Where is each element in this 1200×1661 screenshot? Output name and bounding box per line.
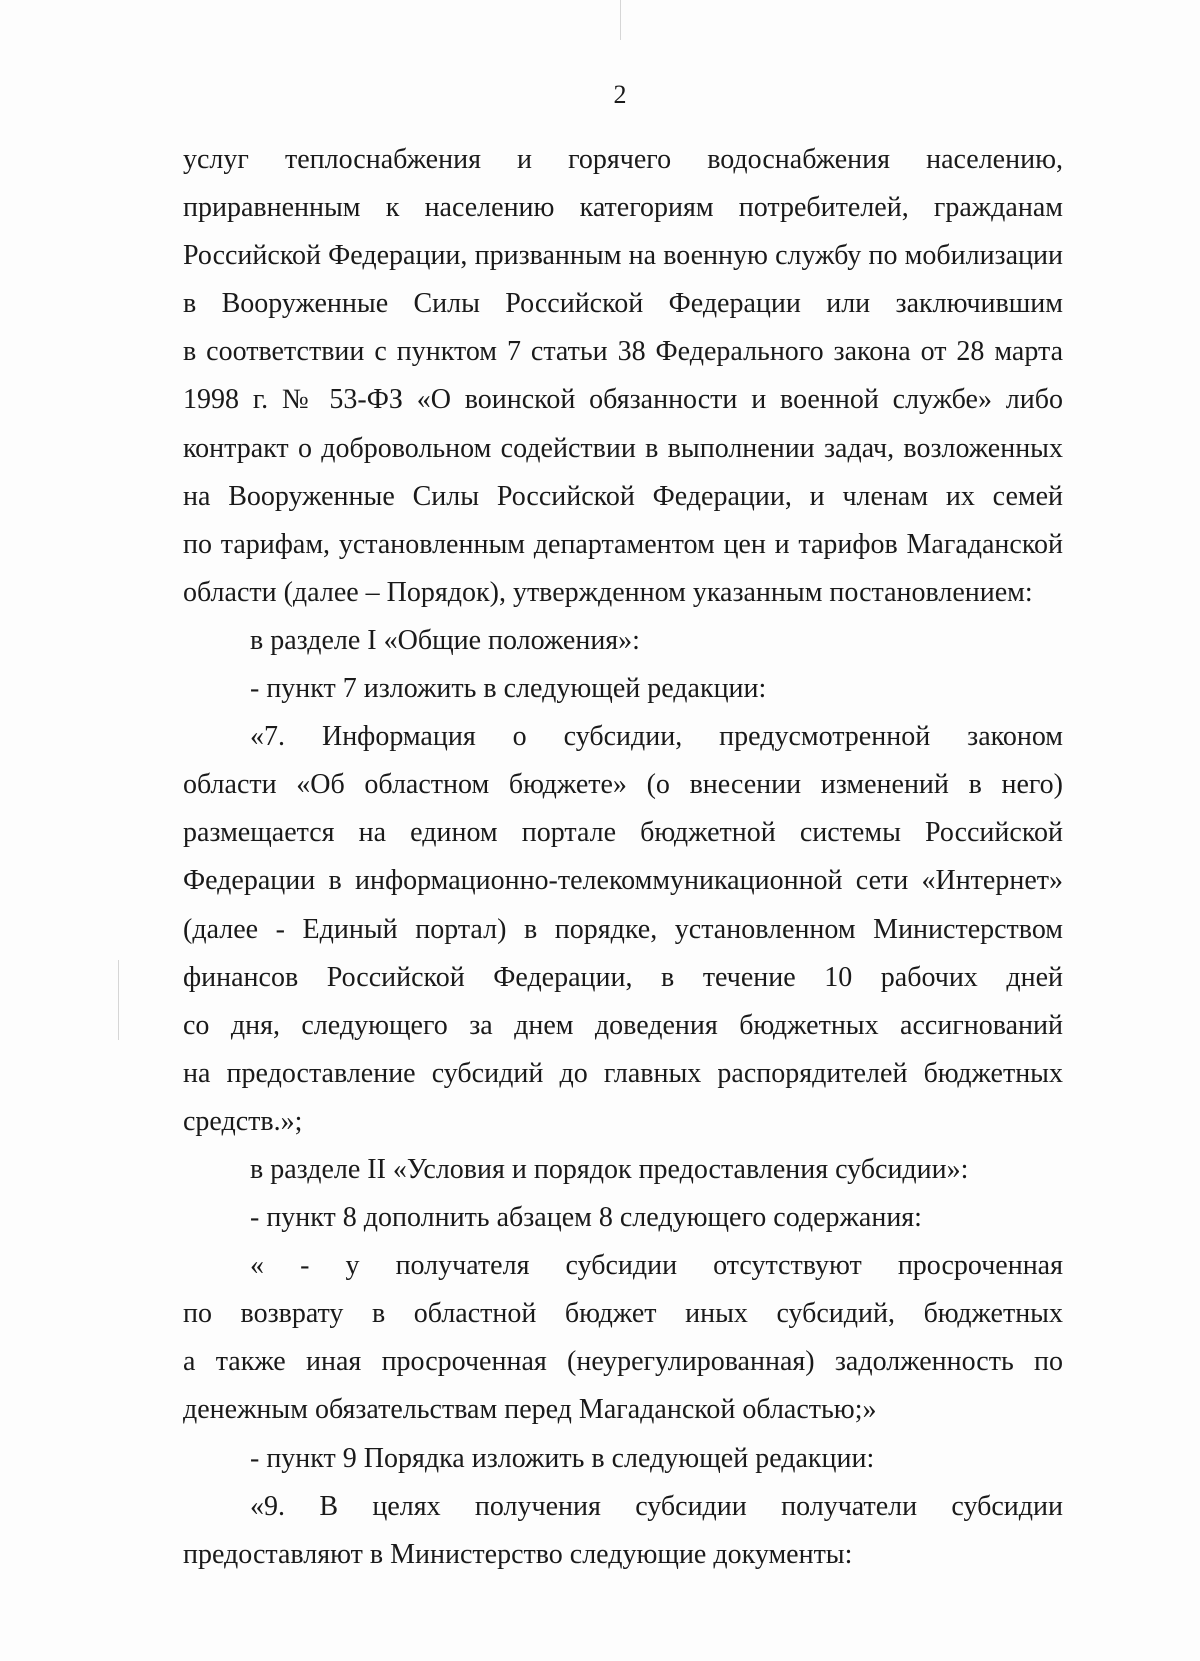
- text-line: « - у получателя субсидии отсутствуют просроченная: [250, 1250, 1063, 1282]
- page-number: 2: [613, 80, 627, 109]
- text-line: а также иная просроченная (неурегулированная) задолженность по: [183, 1346, 1063, 1378]
- text-line: средств.»;: [183, 1105, 303, 1137]
- text-line: в разделе I «Общие положения»:: [250, 624, 640, 656]
- text-line: в соответствии с пунктом 7 статьи 38 Федерального закона от 28 марта: [183, 336, 1063, 368]
- text-line: услуг теплоснабжения и горячего водоснабжения населению,: [183, 144, 1063, 175]
- text-line: в разделе II «Условия и порядок предоставления субсидии»:: [250, 1153, 969, 1185]
- document-body: [183, 136, 1063, 1579]
- text-line: Федерации в информационно-телекоммуникационной сети «Интернет»: [183, 865, 1063, 897]
- text-line: финансов Российской Федерации, в течение 10 рабочих дней: [183, 961, 1063, 993]
- text-line: Российской Федерации, призванным на военную службу по мобилизации: [183, 240, 1063, 272]
- text-line: в Вооруженные Силы Российской Федерации или заключившим: [183, 288, 1063, 320]
- text-line: на Вооруженные Силы Российской Федерации, и членам их семей: [183, 480, 1063, 512]
- text-line: - пункт 8 дополнить абзацем 8 следующего содержания:: [250, 1202, 922, 1234]
- text-line: по тарифам, установленным департаментом цен и тарифов Магаданской: [183, 528, 1063, 560]
- text-line: «9. В целях получения субсидии получатели субсидии: [250, 1490, 1063, 1522]
- text-line: размещается на едином портале бюджетной системы Российской: [183, 817, 1063, 849]
- text-line: на предоставление субсидий до главных распорядителей бюджетных: [183, 1057, 1063, 1089]
- text-line: области (далее – Порядок), утвержденном указанным постановлением:: [183, 576, 1033, 608]
- scan-edge-mark-left: [118, 960, 119, 1040]
- text-line: приравненным к населению категориям потребителей, гражданам: [183, 192, 1063, 224]
- text-line: денежным обязательствам перед Магаданской областью;»: [183, 1394, 877, 1426]
- text-line: предоставляют в Министерство следующие документы:: [183, 1538, 853, 1570]
- text-line: области «Об областном бюджете» (о внесении изменений в него): [183, 769, 1063, 801]
- text-line: по возврату в областной бюджет иных субсидий, бюджетных: [183, 1298, 1063, 1330]
- text-line: 1998 г. № 53-ФЗ «О воинской обязанности и военной службе» либо: [183, 384, 1063, 416]
- text-line: «7. Информация о субсидии, предусмотренной законом: [250, 721, 1063, 753]
- text-line: со дня, следующего за днем доведения бюджетных ассигнований: [183, 1009, 1063, 1041]
- text-line: (далее - Единый портал) в порядке, установленном Министерством: [183, 913, 1063, 945]
- text-line: - пункт 9 Порядка изложить в следующей редакции:: [250, 1442, 875, 1474]
- scan-edge-mark-top: [620, 0, 621, 40]
- text-line: контракт о добровольном содействии в выполнении задач, возложенных: [183, 432, 1063, 464]
- text-line: - пункт 7 изложить в следующей редакции:: [250, 673, 767, 705]
